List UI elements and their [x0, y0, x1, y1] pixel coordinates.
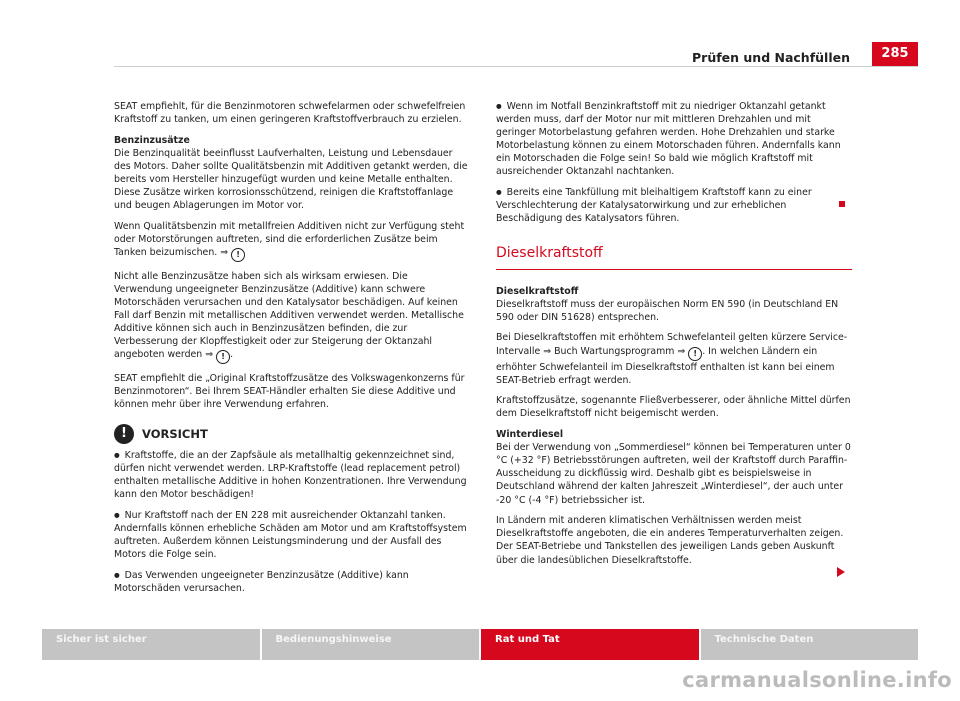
- caution-exclamation-icon: !: [114, 424, 134, 444]
- left-column: [114, 100, 468, 603]
- footer-tab-technische-daten[interactable]: Technische Daten: [701, 629, 919, 660]
- warning-reference-icon[interactable]: !: [216, 350, 230, 364]
- caution-header: [114, 424, 468, 444]
- right-column: [496, 100, 852, 574]
- caution-label: VORSICHT: [142, 426, 208, 441]
- paragraph: Kraftstoffzusätze, sogenannte Fließverbesserer, oder ähnliche Mittel dürfen dem Dieselkraftstoff nicht beigemischt werden.: [496, 395, 851, 420]
- continue-arrow-icon[interactable]: [837, 567, 845, 577]
- subheading-winterdiesel: Winterdiesel: [496, 429, 564, 441]
- paragraph: SEAT empfiehlt, für die Benzinmotoren schwefelarmen oder schwefelfreien Kraftstoff zu tanken, um einen geringeren Kraftstoffverbrauch zu erzielen.: [114, 101, 466, 126]
- watermark: carmanualsonline.info: [682, 668, 952, 692]
- paragraph-text: Nicht alle Benzinzusätze haben sich als wirksam erwiesen. Die Verwendung ungeeigneter Benzinzusätze (Additive) kann schwere Motorschäden verursachen und den Katalysator beschädigen. Auf keinen Fall darf Benzin mit metallischen Additiven verwendet werden. Metallische Additive können sich auch in Benzinzusätzen befinden, die zur Verbesserung der Klopffestigkeit oder zur Steigerung der Oktanzahl angeboten werden ⇒: [114, 270, 464, 361]
- chapter-title: Prüfen und Nachfüllen: [692, 50, 850, 65]
- subheading-benzinzusaetze: Benzinzusätze: [114, 134, 190, 146]
- note-item: ● Wenn im Notfall Benzinkraftstoff mit zu niedriger Oktanzahl getankt werden muss, darf der Motor nur mit mittleren Drehzahlen und mit geringer Motorbelastung gefahren werden. Hohe Drehzahlen und starke Motorbelastung können zu einem Motorschaden führen. Andernfalls kann ein Motorschaden die Folge sein! So bald wie möglich Kraftstoff mit ausreichender Oktanzahl nachtanken.: [496, 100, 852, 179]
- footer-tab-sicher-ist-sicher[interactable]: Sicher ist sicher: [42, 629, 262, 660]
- paragraph-end: .: [230, 349, 234, 361]
- paragraph: Bei der Verwendung von „Sommerdiesel“ können bei Temperaturen unter 0 °C (+32 °F) Betriebsstörungen auftreten, weil der Kraftstoff durch Paraffin-Ausscheidung zu dickflüssig wird. Deshalb gibt es beispielsweise in Deutschland während der kalten Jahreszeit „Winterdiesel“, der auch unter -20 °C (-4 °F) betriebssicher ist.: [496, 442, 851, 506]
- paragraph-text: Bei Dieselkraftstoffen mit erhöhtem Schwefelanteil gelten kürzere Service-Intervalle ⇒ Buch Wartungsprogramm ⇒: [496, 332, 848, 357]
- section-title-dieselkraftstoff: Dieselkraftstoff: [496, 247, 852, 269]
- warning-reference-icon[interactable]: !: [688, 347, 702, 361]
- caution-item: ● Das Verwenden ungeeigneter Benzinzusätze (Additive) kann Motorschäden verursachen.: [114, 569, 468, 595]
- paragraph: In Ländern mit anderen klimatischen Verhältnissen werden meist Dieselkraftstoffe angeboten, die ein anderes Temperaturverhalten zeigen. Der SEAT-Betriebe und Tankstellen des jeweiligen Lands geben Auskunft über die landesüblichen Dieselkraftstoffe.: [496, 515, 844, 566]
- paragraph: SEAT empfiehlt die „Original Kraftstoffzusätze des Volkswagenkonzerns für Benzinmotoren“. Bei Ihrem SEAT-Händler erhalten Sie diese Additive und können mehr über ihre Verwendung erfahren.: [114, 372, 465, 411]
- caution-item: ● Nur Kraftstoff nach der EN 228 mit ausreichender Oktanzahl tanken. Andernfalls können erhebliche Schäden am Motor und am Kraftstoffsystem auftreten. Außerdem können Leistungsminderung und der Ausfall des Motors die Folge sein.: [114, 509, 468, 561]
- page-number: 285: [872, 42, 918, 66]
- paragraph: Die Benzinqualität beeinflusst Laufverhalten, Leistung und Lebensdauer des Motors. Daher sollte Qualitätsbenzin mit Additiven getankt werden, die bereits vom Hersteller hinzugefügt wurden und keine Metalle enthalten. Diese Zusätze wirken korrosionsschützend, reinigen die Kraftstoffanlage und beugen Ablagerungen im Motor vor.: [114, 147, 468, 212]
- footer-tab-rat-und-tat[interactable]: Rat und Tat: [481, 629, 701, 660]
- section-end-marker-icon: [839, 201, 845, 207]
- paragraph: Dieselkraftstoff muss der europäischen Norm EN 590 (in Deutschland EN 590 oder DIN 51628) entsprechen.: [496, 298, 839, 323]
- warning-reference-icon[interactable]: !: [231, 248, 245, 262]
- paragraph-text: Wenn Qualitätsbenzin mit metallfreien Additiven nicht zur Verfügung steht oder Motorstörungen auftreten, sind die erforderlichen Zusätze beim Tanken beizumischen. ⇒: [114, 220, 465, 259]
- subheading-dieselkraftstoff: Dieselkraftstoff: [496, 285, 579, 297]
- paragraph: [114, 220, 468, 262]
- footer-tab-bedienungshinweise[interactable]: Bedienungshinweise: [262, 629, 482, 660]
- caution-item: ● Kraftstoffe, die an der Zapfsäule als metallhaltig gekennzeichnet sind, dürfen nicht verwendet werden. LRP-Kraftstoffe (lead replacement petrol) enthalten metallische Additive in hohen Konzentrationen. Ihre Verwendung kann den Motor beschädigen!: [114, 449, 468, 501]
- paragraph: [114, 270, 468, 365]
- note-item: ● Bereits eine Tankfüllung mit bleihaltigem Kraftstoff kann zu einer Verschlechterung der Katalysatorwirkung und zur erheblichen Beschädigung des Katalysators führen.: [496, 186, 852, 225]
- paragraph: [496, 331, 852, 386]
- header-divider: [114, 66, 918, 67]
- paragraph-text: . In welchen Ländern ein erhöhter Schwefelanteil im Dieselkraftstoff enthalten ist kann bei einem SEAT-Betrieb erfragt werden.: [496, 345, 835, 386]
- footer-nav: [42, 629, 918, 660]
